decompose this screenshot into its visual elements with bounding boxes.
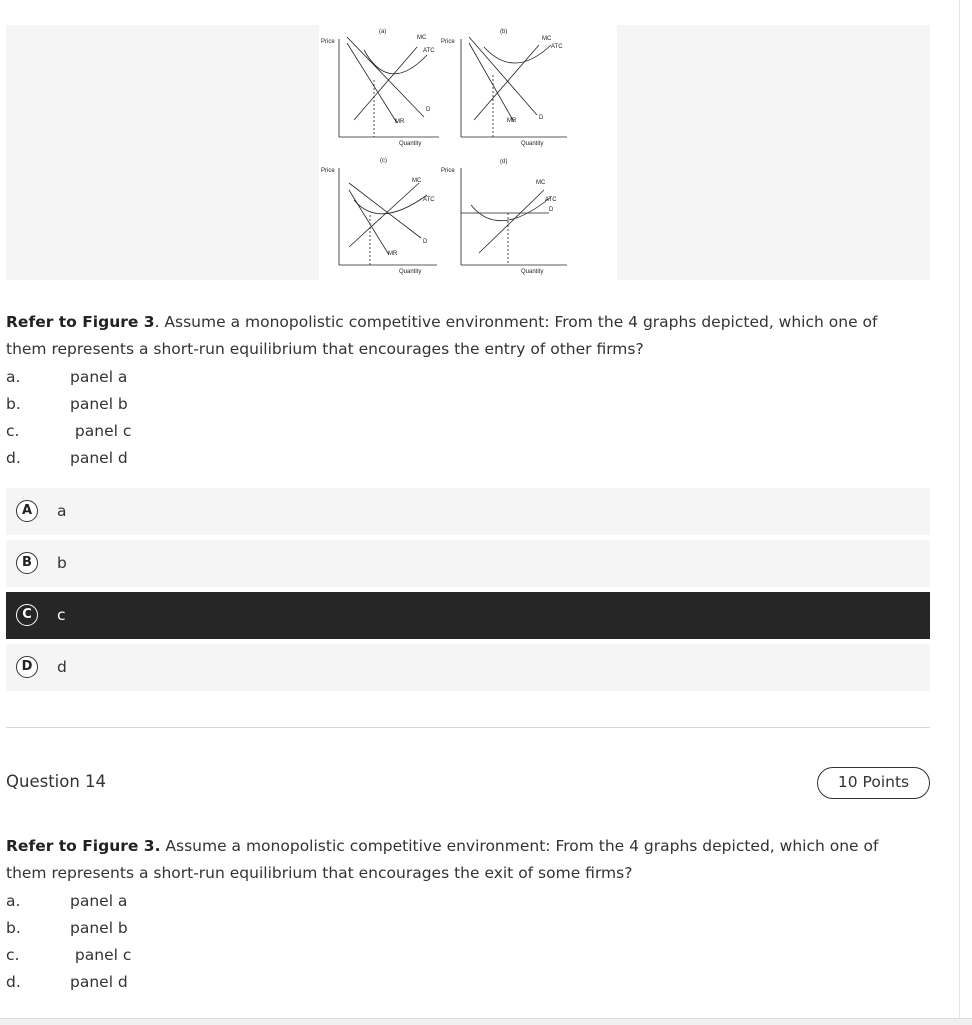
q13-option-letter: b. xyxy=(6,395,21,413)
panel-d-quantity-label: Quantity xyxy=(521,269,544,275)
q13-option-letter: a. xyxy=(6,368,21,386)
panel-d xyxy=(461,168,567,265)
q14-option-text: panel c xyxy=(70,946,132,964)
panel-b-label: (b) xyxy=(500,29,508,35)
panel-c-label: (c) xyxy=(380,158,387,164)
panel-c-price-label: Price xyxy=(321,168,335,174)
q13-option-letter: d. xyxy=(6,449,21,467)
answer-badge-d: D xyxy=(16,656,38,678)
panel-d-price-label: Price xyxy=(441,168,455,174)
q14-option-c xyxy=(6,942,131,969)
q14-option-letter: b. xyxy=(6,919,21,937)
panel-c-mr-label: MR xyxy=(388,251,398,257)
answer-label-c: c xyxy=(57,606,66,624)
question-divider xyxy=(6,727,930,728)
panel-a-price-label: Price xyxy=(321,39,335,45)
panel-a-d-label: D xyxy=(426,107,431,113)
points-badge: 10 Points xyxy=(817,767,930,799)
answer-label-a: a xyxy=(57,502,67,520)
panel-c-atc-label: ATC xyxy=(423,197,435,203)
q13-option-text: panel c xyxy=(70,422,132,440)
q13-question-text xyxy=(6,309,906,363)
q14-figure-ref: Refer to Figure 3. xyxy=(6,837,161,855)
answer-badge-a: A xyxy=(16,500,38,522)
q14-option-text: panel a xyxy=(70,892,128,910)
q13-option-text: panel a xyxy=(70,368,128,386)
q14-option-letter: c. xyxy=(6,946,20,964)
answer-choice-a[interactable] xyxy=(6,488,930,535)
panel-b-mc-label: MC xyxy=(542,36,552,42)
q13-option-c xyxy=(6,418,131,445)
q13-figure-ref: Refer to Figure 3 xyxy=(6,313,155,331)
panel-d-atc-label: ATC xyxy=(545,197,557,203)
answer-choice-b[interactable] xyxy=(6,540,930,587)
panel-c-d-label: D xyxy=(423,239,428,245)
panel-c-mc-label: MC xyxy=(412,178,422,184)
panel-a-quantity-label: Quantity xyxy=(399,141,422,147)
figure-3-image xyxy=(319,25,617,280)
q14-option-b xyxy=(6,915,128,942)
figure-3-graphs xyxy=(319,25,617,280)
panel-b-atc-label: ATC xyxy=(551,44,563,50)
q14-question-text xyxy=(6,833,906,887)
q14-option-text: panel b xyxy=(70,919,128,937)
q13-option-a xyxy=(6,364,127,391)
q14-option-a xyxy=(6,888,127,915)
answer-badge-b: B xyxy=(16,552,38,574)
panel-b-price-label: Price xyxy=(441,39,455,45)
panel-c-quantity-label: Quantity xyxy=(399,269,422,275)
q13-question-body: . Assume a monopolistic competitive environment: From the 4 graphs depicted, which one of them represents a short-run equilibrium that encourages the entry of other firms? xyxy=(6,313,878,358)
answer-choice-d[interactable] xyxy=(6,644,930,691)
q14-option-letter: d. xyxy=(6,973,21,991)
panel-b-quantity-label: Quantity xyxy=(521,141,544,147)
q13-option-letter: c. xyxy=(6,422,20,440)
panel-a-mc-label: MC xyxy=(417,35,427,41)
q14-option-letter: a. xyxy=(6,892,21,910)
q14-question-body: Assume a monopolistic competitive environment: From the 4 graphs depicted, which one of them represents a short-run equilibrium that encourages the exit of some firms? xyxy=(6,837,879,882)
panel-a-atc-label: ATC xyxy=(423,48,435,54)
scrollbar-track[interactable] xyxy=(959,0,960,1024)
q13-option-d xyxy=(6,445,128,472)
q13-option-text: panel d xyxy=(70,449,128,467)
panel-b-d-label: D xyxy=(539,115,544,121)
q13-option-text: panel b xyxy=(70,395,128,413)
panel-d-label: (d) xyxy=(500,159,508,165)
panel-b-mr-label: MR xyxy=(507,118,517,124)
panel-d-mc-label: MC xyxy=(536,180,546,186)
question-14-title: Question 14 xyxy=(6,772,107,791)
panel-a-mr-label: MR xyxy=(395,119,405,125)
panel-a-label: (a) xyxy=(379,29,387,35)
panel-d-d-label: D xyxy=(549,207,554,213)
answer-badge-c: C xyxy=(16,604,38,626)
q14-option-text: panel d xyxy=(70,973,128,991)
answer-choice-c-selected[interactable] xyxy=(6,592,930,639)
q14-option-d xyxy=(6,969,128,996)
answer-label-b: b xyxy=(57,554,67,572)
answer-label-d: d xyxy=(57,658,67,676)
q13-option-b xyxy=(6,391,128,418)
